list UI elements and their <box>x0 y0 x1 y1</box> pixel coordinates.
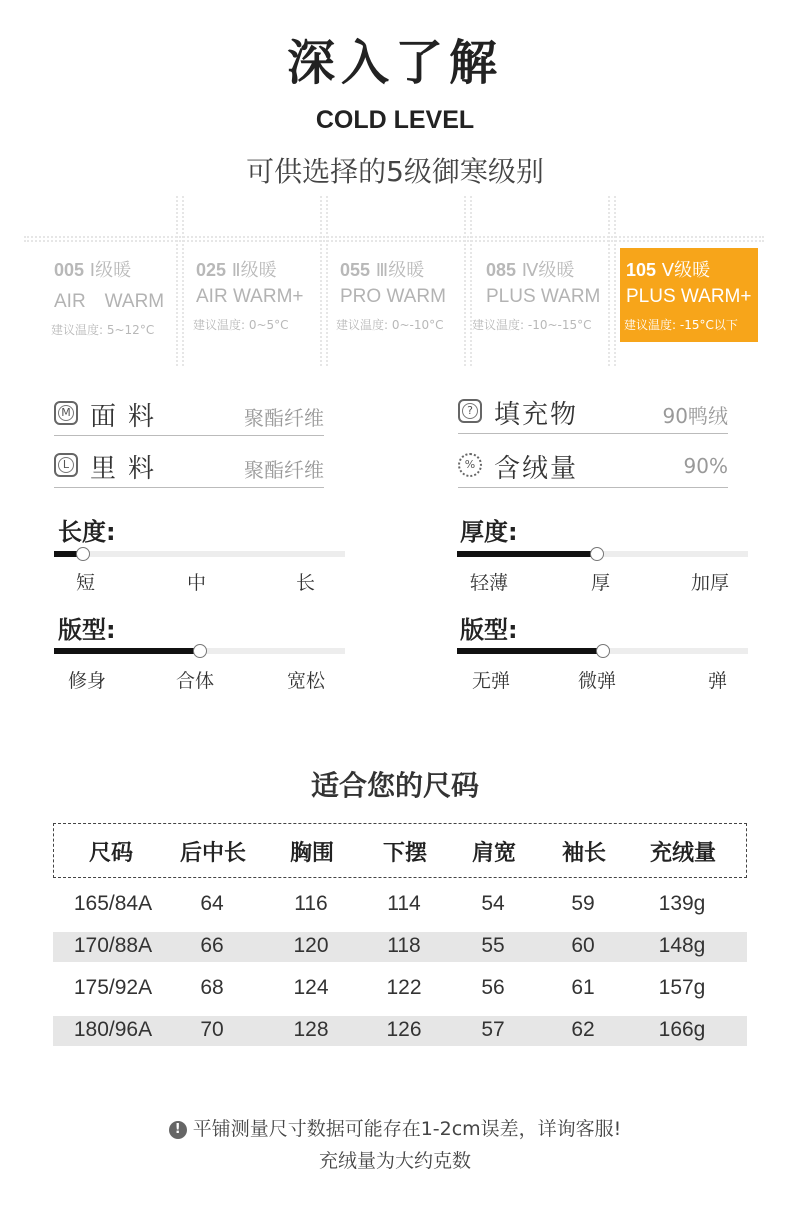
slider-knob[interactable] <box>596 644 610 658</box>
divider <box>326 196 328 366</box>
table-cell: 120 <box>293 934 329 957</box>
length-slider-title: 长度: <box>58 518 116 546</box>
lining-icon: L <box>54 453 78 477</box>
table-cell: 70 <box>200 1018 224 1041</box>
material-label: 填充物 <box>494 400 579 430</box>
table-cell: 157g <box>658 976 706 999</box>
table-cell: 59 <box>571 892 595 915</box>
table-cell: 55 <box>481 934 505 957</box>
level-name: PLUS WARM+ <box>626 286 752 307</box>
fit-slider-title: 版型: <box>58 616 116 644</box>
table-cell: 114 <box>387 892 421 915</box>
table-cell: 170/88A <box>73 934 153 957</box>
table-cell: 180/96A <box>73 1018 153 1041</box>
thickness-tick: 轻薄 <box>470 572 509 594</box>
divider <box>614 196 616 366</box>
thickness-tick: 厚 <box>591 572 611 594</box>
material-fabric <box>54 396 324 436</box>
table-cell: 126 <box>386 1018 422 1041</box>
level-name: PLUS WARM <box>486 286 601 307</box>
length-tick: 中 <box>187 572 207 594</box>
level-name: AIR WARM+ <box>196 286 304 307</box>
table-cell: 165/84A <box>73 892 153 915</box>
stretch-tick: 微弹 <box>578 670 617 692</box>
filling-icon: ? <box>458 399 482 423</box>
divider <box>24 236 764 238</box>
column-header: 尺码 <box>88 841 134 866</box>
down-weight-note: 充绒量为大约克数 <box>318 1150 471 1172</box>
length-tick: 短 <box>76 572 96 594</box>
level-temp: 建议温度: -15°C以下 <box>624 318 738 332</box>
table-cell: 128 <box>293 1018 329 1041</box>
level-name: AIR WARM <box>54 291 165 312</box>
table-cell: 56 <box>481 976 505 999</box>
level-code: 085 Ⅳ级暖 <box>486 260 575 281</box>
size-chart-title: 适合您的尺码 <box>310 769 479 802</box>
table-cell: 62 <box>571 1018 595 1041</box>
table-cell: 148g <box>658 934 706 957</box>
divider <box>24 240 764 242</box>
table-cell: 116 <box>294 892 328 915</box>
level-code: 025 Ⅱ级暖 <box>196 260 277 281</box>
table-cell: 68 <box>200 976 224 999</box>
table-row <box>53 974 747 1004</box>
length-tick: 长 <box>296 572 316 594</box>
slider-fill <box>54 648 200 654</box>
table-cell: 166g <box>658 1018 706 1041</box>
divider <box>464 196 466 366</box>
slider-knob[interactable] <box>76 547 90 561</box>
fit-tick: 合体 <box>176 670 215 692</box>
table-row <box>53 932 747 962</box>
cold-level-selector <box>24 196 764 366</box>
fabric-icon: M <box>54 401 78 425</box>
level-card-105[interactable] <box>620 248 758 342</box>
stretch-slider-title: 版型: <box>460 616 518 644</box>
table-cell: 57 <box>481 1018 505 1041</box>
level-temp: 建议温度: 0~5°C <box>193 318 289 332</box>
table-cell: 60 <box>571 934 595 957</box>
stretch-tick: 弹 <box>708 670 728 692</box>
length-slider[interactable] <box>54 551 345 557</box>
level-card-055[interactable] <box>334 248 460 342</box>
stretch-slider[interactable] <box>457 648 748 654</box>
slider-knob[interactable] <box>590 547 604 561</box>
table-cell: 122 <box>386 976 422 999</box>
table-cell: 61 <box>571 976 595 999</box>
measurement-note <box>0 1114 790 1141</box>
fit-tick: 修身 <box>68 670 107 692</box>
fit-slider[interactable] <box>54 648 345 654</box>
table-cell: 66 <box>200 934 224 957</box>
stretch-tick: 无弹 <box>472 670 511 692</box>
page-title: 深入了解 <box>286 35 503 91</box>
table-cell: 64 <box>200 892 224 915</box>
cold-level-heading: COLD LEVEL <box>315 106 475 134</box>
material-label: 里料 <box>90 454 167 484</box>
level-temp: 建议温度: 0~-10°C <box>336 318 444 332</box>
thickness-slider-title: 厚度: <box>460 518 518 546</box>
slider-fill <box>457 648 603 654</box>
size-table-header <box>53 823 747 878</box>
column-header: 胸围 <box>289 841 335 866</box>
warning-icon: ! <box>169 1121 187 1139</box>
material-filling <box>458 394 728 434</box>
measurement-note-text: 平铺测量尺寸数据可能存在1-2cm误差，详询客服! <box>192 1118 622 1140</box>
material-lining <box>54 448 324 488</box>
column-header: 下摆 <box>382 841 428 866</box>
fit-tick: 宽松 <box>287 670 326 692</box>
material-value: 90% <box>683 454 728 478</box>
level-card-085[interactable] <box>472 248 606 342</box>
level-card-005[interactable] <box>48 248 174 342</box>
level-name: PRO WARM <box>340 286 446 307</box>
material-value: 90鸭绒 <box>662 404 728 428</box>
slider-fill <box>457 551 597 557</box>
divider <box>320 196 322 366</box>
divider <box>608 196 610 366</box>
divider <box>176 196 178 366</box>
thickness-tick: 加厚 <box>691 572 730 594</box>
column-header: 肩宽 <box>471 841 517 866</box>
level-card-025[interactable] <box>190 248 316 342</box>
material-label: 面料 <box>90 402 167 432</box>
table-row <box>53 1016 747 1046</box>
table-cell: 54 <box>481 892 505 915</box>
thickness-slider[interactable] <box>457 551 748 557</box>
material-value: 聚酯纤维 <box>244 406 324 430</box>
level-temp: 建议温度: -10~-15°C <box>472 318 592 332</box>
material-label: 含绒量 <box>494 454 579 484</box>
slider-knob[interactable] <box>193 644 207 658</box>
percent-icon: % <box>458 453 482 477</box>
table-cell: 118 <box>387 934 421 957</box>
divider <box>182 196 184 366</box>
table-cell: 139g <box>658 892 706 915</box>
table-cell: 124 <box>293 976 329 999</box>
column-header: 后中长 <box>179 841 247 866</box>
material-down-content <box>458 448 728 488</box>
level-code: 105 Ⅴ级暖 <box>626 260 711 281</box>
cold-level-subheading: 可供选择的5级御寒级别 <box>246 155 544 188</box>
column-header: 袖长 <box>561 841 607 866</box>
table-cell: 175/92A <box>73 976 153 999</box>
column-header: 充绒量 <box>649 841 717 866</box>
level-code: 005 Ⅰ级暖 <box>54 260 132 281</box>
level-temp: 建议温度: 5~12°C <box>51 323 155 337</box>
material-value: 聚酯纤维 <box>244 458 324 482</box>
level-code: 055 Ⅲ级暖 <box>340 260 425 281</box>
divider <box>470 196 472 366</box>
table-row <box>53 890 747 920</box>
